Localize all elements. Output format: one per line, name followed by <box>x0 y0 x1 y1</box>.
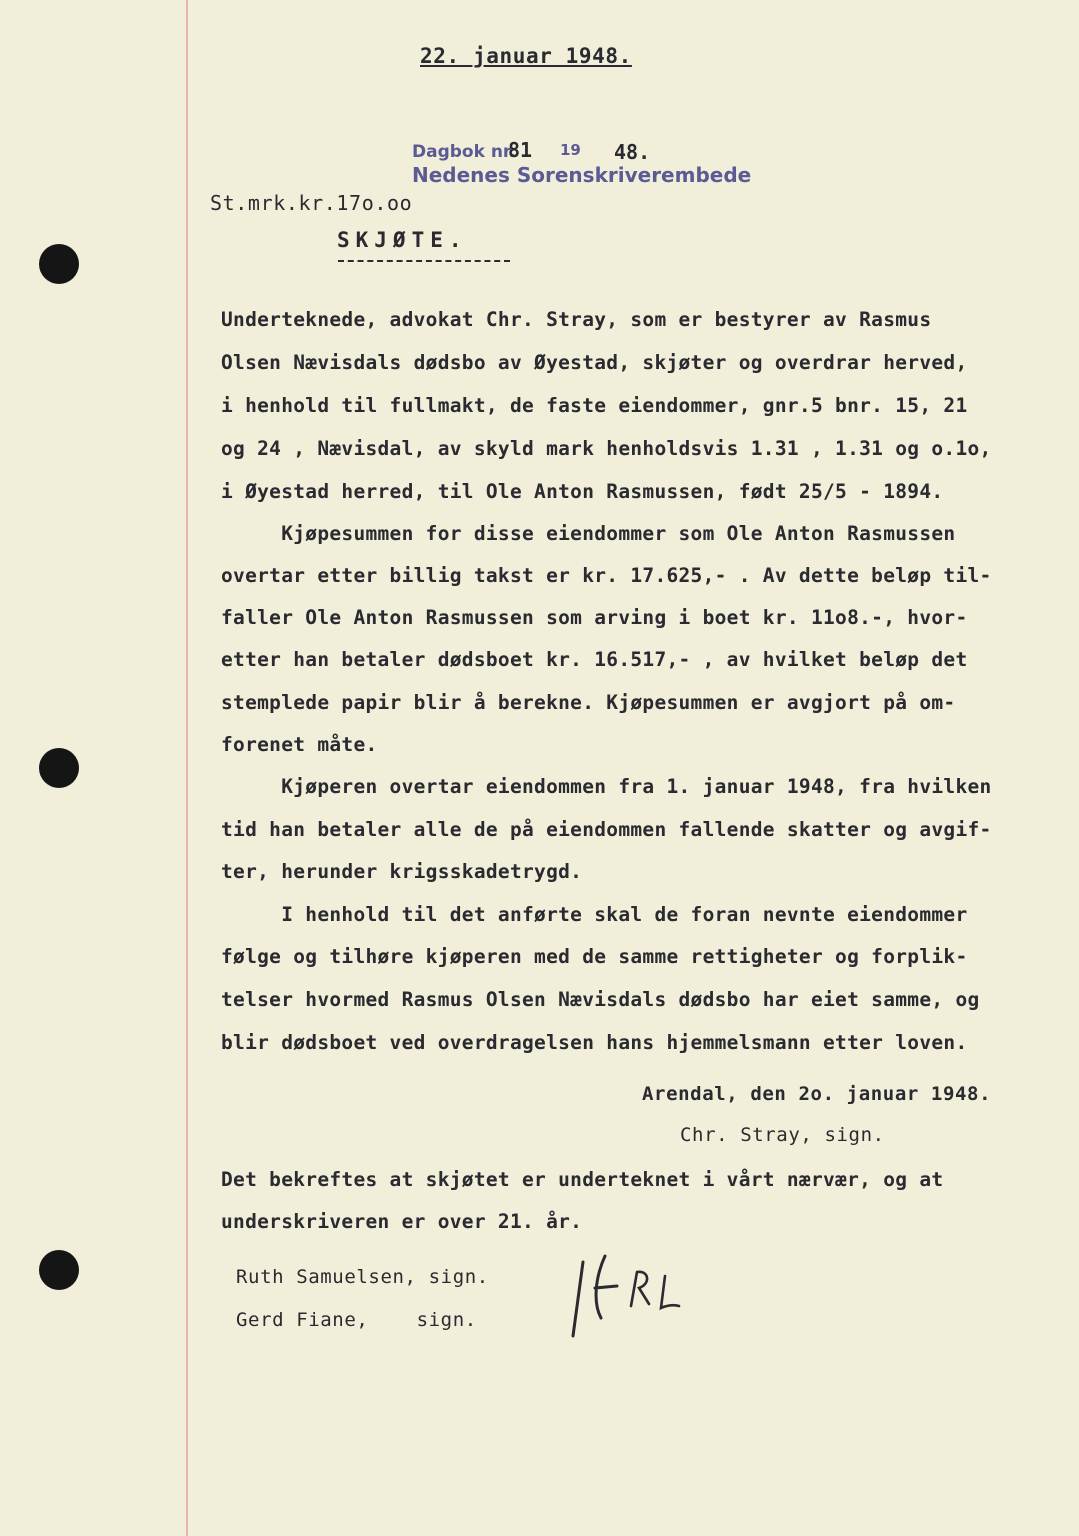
witness-signature: Ruth Samuelsen, sign. <box>236 1266 489 1288</box>
body-line: blir dødsboet ved overdragelsen hans hjemmelsmann etter loven. <box>221 1031 968 1054</box>
document-date: 22. januar 1948. <box>420 44 632 68</box>
witness-signature: Gerd Fiane, sign. <box>236 1309 477 1331</box>
document-title: SKJØTE. <box>337 228 468 252</box>
signature-place-date: Arendal, den 2o. januar 1948. <box>642 1083 992 1105</box>
body-line: i henhold til fullmakt, de faste eiendommer, gnr.5 bnr. 15, 21 <box>221 394 968 417</box>
body-line: forenet måte. <box>221 733 378 756</box>
margin-line <box>186 0 188 1536</box>
title-underline <box>338 260 510 262</box>
confirmation-line: Det bekreftes at skjøtet er underteknet i vårt nærvær, og at <box>221 1168 944 1191</box>
stamp-office: Nedenes Sorenskriverembede <box>412 163 752 187</box>
stamp-dagbok-label: Dagbok nr. <box>412 142 516 162</box>
body-line: Kjøpesummen for disse eiendommer som Ole Anton Rasmussen <box>221 522 956 545</box>
body-line: Underteknede, advokat Chr. Stray, som er bestyrer av Rasmus <box>221 308 932 331</box>
body-line: tid han betaler alle de på eiendommen fallende skatter og avgif- <box>221 818 992 841</box>
handwritten-initials <box>565 1248 695 1348</box>
punch-hole <box>39 1250 79 1290</box>
body-line: I henhold til det anførte skal de foran nevnte eiendommer <box>221 903 968 926</box>
body-line: etter han betaler dødsboet kr. 16.517,- , av hvilket beløp det <box>221 648 968 671</box>
stamp-year-suffix: 48. <box>614 140 651 164</box>
body-line: Kjøperen overtar eiendommen fra 1. januar 1948, fra hvilken <box>221 775 992 798</box>
punch-hole <box>39 244 79 284</box>
signature-name: Chr. Stray, sign. <box>680 1124 885 1146</box>
stamp-year-prefix: 19 <box>560 141 581 159</box>
body-line: overtar etter billig takst er kr. 17.625,- . Av dette beløp til- <box>221 564 992 587</box>
stamp-dagbok-number: 81 <box>508 138 533 162</box>
stamp-duty-mark: St.mrk.kr.17o.oo <box>210 191 413 215</box>
body-line: telser hvormed Rasmus Olsen Nævisdals dødsbo har eiet samme, og <box>221 988 980 1011</box>
body-line: og 24 , Nævisdal, av skyld mark henholdsvis 1.31 , 1.31 og o.1o, <box>221 437 992 460</box>
body-line: faller Ole Anton Rasmussen som arving i boet kr. 11o8.-, hvor- <box>221 606 968 629</box>
punch-hole <box>39 748 79 788</box>
body-line: følge og tilhøre kjøperen med de samme rettigheter og forplik- <box>221 945 968 968</box>
body-line: i Øyestad herred, til Ole Anton Rasmussen, født 25/5 - 1894. <box>221 480 944 503</box>
confirmation-line: underskriveren er over 21. år. <box>221 1210 583 1233</box>
body-line: stemplede papir blir å berekne. Kjøpesummen er avgjort på om- <box>221 691 956 714</box>
body-line: Olsen Nævisdals dødsbo av Øyestad, skjøter og overdrar herved, <box>221 351 968 374</box>
body-line: ter, herunder krigsskadetrygd. <box>221 860 583 883</box>
